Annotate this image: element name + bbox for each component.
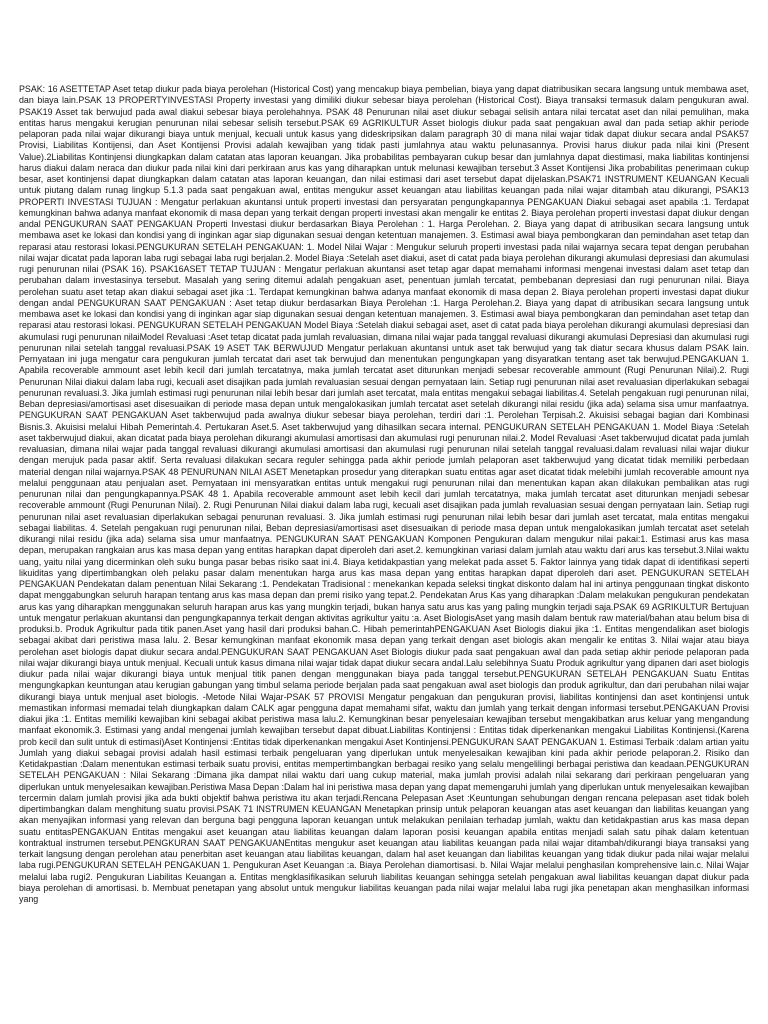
document-body-text: PSAK: 16 ASETTETAP Aset tetap diukur pada biaya perolehan (Historical Cost) yang mencakup biaya pembelian, biaya yang dapat diatribusikan secara langsung untuk membawa aset, dan biaya lain.PSAK 13 PROPERTYINVESTASI Property investasi yang dimiliki diukur sebesar biaya perolehan (Historical Cost). Biaya transaksi termasuk dalam pengukuran awal. PSAK19 Asset tak berwujud pada awal diakui sebesar biaya perolehahnya. PSAK 48 Penurunan nilai aset diukur sebagai selisih antara nilai tercatat aset dan nilai pemulihan, maka entitas harus mengakui kerugian penurunan nilai sebesar selisih tersebut.PSAK 69 AGRIKULTUR Asset biologis diukur pada saat pengakuan awal dan pada setiap akhir periode pelaporan pada nilai wajar dikurangi biaya untuk menjual, kecuali untuk kasus yang dideskripsikan dalam paragraph 30 di mana nilai wajar tidak dapat diukur secara andal PSAK57 Provisi, Liabilitas Kontijensi, dan Aset Kontijensi Provisi adalah kewajiban yang tidak pasti jumlahnya atau waktu pelunasannya. Provisi harus diukur pada nilai kini (Present Value).2Liabilitas Kontinjensi diungkapkan dalam catatan atas laporan keuangan. Jika probabilitas pembayaran cukup besar dan jumlahnya dapat diestimasi, maka liabilitas kontinjensi harus diakui dalam neraca dan diukur pada nilai kini dari perkiraan arus kas yang diharapkan untuk melunasi kewajiban tersebut.3 Asset Kontijensi Jika probabilitas penerimaan cukup besar, aset kontinjensi dapat diungkapkan dalam catatan atas laporan keuangan, dan nilai estimasi dari aset tersebut dapat dijelaskan.PSAK71 INSTRUMENT KEUANGAN Kecuali untuk piutang dalam runag lingkup 5.1.3 pada saat pengakuan awal, entitas mengukur asset keuangan atau liabilitas keuangan pada nilai wajar ditambah atau dikurangi, PSAK13 PROPERTI INVESTASI TUJUAN : Mengatur perlakuan akuntansi untuk properti investasi dan persyaratan pengungkapannya PENGAKUAN Diakui sebagai aset apabila :1. Terdapat kemungkinan bahwa adanya manfaat ekonomik di masa depan yang terkait dengan properti investasi akan mengalir ke entitas 2. Biaya perolehan properti investasi dapat diukur dengan andal PENGUKURAN SAAT PENGAKUAN Properti Investasi diukur berdasarkan Biaya Perolehan : 1. Harga Perolehan. 2. Biaya yang dapat di atribusikan secara langsung untuk membawa aset ke lokasi dan kondisi yang di inginkan agar siap digunakan sesuai dengan ketentuan manajemen. 3. Estimasi awal biaya pembongkaran dan pemindahan aset tetap dan reparasi atau restorasi lokasi.PENGUKURAN SETELAH PENGAKUAN: 1. Model Nilai Wajar : Mengukur seluruh properti investasi pada nilai wajarnya secara tepat dengan perubahan nilai wajar dicatat pada laporan laba rugi sebagai laba rugi berjalan.2. Model Biaya :Setelah aset diakui, aset di catat pada biaya perolehan dikurangi akumulasi depresiasi dan akumulasi rugi penurunan nilai (PSAK 16). PSAK16ASET TETAP TUJUAN : Mengatur perlakuan akuntansi aset tetap agar dapat memahami informasi mengenai investasi dalam aset tetap dan perubahan dalam investasinya tersebut. Masalah yang sering ditemui adalah pengakuan aset, penentuan jumlah tercatat, pembebanan depresiasi dan rugi penurunan nilai. Biaya perolehan suatu aset tetap akan diakui sebagai aset jika :1. Terdapat kemungkinan bahwa adanya manfaat ekonomik di masa depan 2. Biaya perolehan properti investasi dapat diukur dengan andal PENGUKURAN SAAT PENGAKUAN : Aset tetap diukur berdasarkan Biaya Perolehan :1. Harga Perolehan.2. Biaya yang dapat di atribusikan secara langsung untuk membawa aset ke lokasi dan kondisi yang di inginkan agar siap digunakan sesuai dengan ketentuan manajemen. 3. Estimasi awal biaya pembongkaran dan pemindahan aset tetap dan reparasi atau restorasi lokasi. PENGUKURAN SETELAH PENGAKUAN Model Biaya :Setelah diakui sebagai aset, aset di catat pada biaya perolehan dikurangi akumulasi depresiasi dan akumulasi rugi penurunan nilaiModel Revaluasi :Aset tetap dicatat pada jumlah revaluasian, dimana nilai wajar pada tanggal revaluasi dikurangi akumulasi Depresiasi dan akumulasi rugi penurunan nilai setelah tanggal revaluasi.PSAK 19 ASET TAK BERWUJUD Mengatur perlakuan akuntansi untuk aset tak berwujud yang tak diatur secara khusus dalam PSAK lain. Pernyataan ini juga mengatur cara pengukuran jumlah tercatat dari aset tak berwujud dan menentukan pengungkapan yang disyaratkan tentang aset tak berwujud.PENGAKUAN 1. Apabila recoverable ammount aset lebih kecil dari jumlah tercatatnya, maka jumlah tercatat aset diturunkan menjadi sebesar recoverable ammount (Rugi Penurunan Nilai).2. Rugi Penurunan Nilai diakui dalam laba rugi, kecuali aset disajikan pada jumlah revaluasian sesuai dengan pernyataan lain. Setiap rugi penurunan nilai aset revaluasian diperlakukan sebagai penurunan revaluasi.3. Jika jumlah estimasi rugi penurunan nilai lebih besar dari jumlah aset tercatat, mala entitas mengakui sebagai liabilitas.4. Setelah pengakuan rugi penurunan nilai, Beban depresiasi/amortisasi aset disesuaikan di periode masa depan untuk mengalokasikan jumlah tercatat aset setelah dikurangi nilai residu (jika ada) selama sisa umur manfaatnya. PENGUKURAN SAAT PENGAKUAN Aset takberwujud pada awalnya diukur sebesar biaya perolehan, terdiri dari :1. Perolehan Terpisah.2. Akuisisi sebagai bagian dari Kombinasi Bisnis.3. Akuisisi melalui Hibah Pemerintah.4. Pertukaran Aset.5. Aset takberwujud yang dihasilkan secara internal. PENGUKURAN SETELAH PENGAKUAN 1. Model Biaya :Setelah aset takberwujud diakui, akan dicatat pada biaya perolehan dikurangi akumulasi amortisasi dan akumulasi rugi penurunan nilai.2. Model Revaluasi :Aset takberwujud dicatat pada jumlah revaluasian, dimana nilai wajar pada tanggal revaluasi dikurangi akumulasi amortisasi dan akumulasi rugi penurunan nilai setelah tanggal revaluasi.dalam revaluasi nilai wajar diukur dengan merujuk pada pasar aktif. Serta revaluasi dilakukan secara reguler sehingga pada akhir periode jumlah pelaporan aset takberwujud yang dicatat tidak memiliki perbedaan material dengan nilai wajarnya.PSAK 48 PENURUNAN NILAI ASET Menetapkan prosedur yang diterapkan suatu entitas agar aset dicatat tidak melebihi jumlah recoverable amount nya melalui penggunaan atau penjualan aset. Pernyataan ini mensyaratkan entitas untuk mengakui rugi penurunan nilai dan menentukan kapan akan dilakukan pembalikan atas rugi penurunan nilai dan pengungkapannya.PSAK 48 1. Apabila recoverable ammount aset lebih kecil dari jumlah tercatatnya, maka jumlah tercatat aset diturunkan menjadi sebesar recoverable ammount (Rugi Penurunan Nilai). 2. Rugi Penurunan Nilai diakui dalam laba rugi, kecuali aset disajikan pada jumlah revaluasian sesuai dengan pernyataan lain. Setiap rugi penurunan nilai aset revaluasian diperlakukan sebagai penurunan revaluasi. 3. Jika jumlah estimasi rugi penurunan nilai lebih besar dari jumlah aset tercatat, mala entitas mengakui sebagai liabilitas. 4. Setelah pengakuan rugi penurunan nilai, Beban depresiasi/amortisasi aset disesuaikan di periode masa depan untuk mengalokasikan jumlah tercatat aset setelah dikurangi nilai residu (jika ada) selama sisa umur manfaatnya. PENGUKURAN SAAT PENGAKUAN Komponen Pengukuran dalam mengukur nilai pakai:1. Estimasi arus kas masa depan, merupakan rangkaian arus kas masa depan yang entitas harapkan dapat diperoleh dari aset.2. kemungkinan variasi dalam jumlah atau waktu dari arus kas tersebut.3.Nilai waktu uang, yaitu nilai yang dicerminkan oleh suku bunga pasar bebas risiko saat ini.4. Biaya ketidakpastian yang melekat pada asset 5. Faktor lainnya yang tidak dapat di identifikasi seperti likuiditas yang dipertimbangkan oleh pelaku pasar dalam menentukan harga arus kas masa depan yang entitas harapkan dapat diperoleh dari aset. PENGUKURAN SETELAH PENGAKUAN Pendekatan dalam penentuan Nilai Sekarang :1. Pendekatan Tradisional : menekankan kepada seleksi tingkat diskonto dalam hal ini artinya penggunaan tingkat diskonto dapat menggabungkan seluruh harapan tentang arus kas masa depan dan premi risiko yang tepat.2. Pendekatan Arus Kas yang diharapkan :Dalam melakukan pengukuran pendekatan arus kas yang diharapkan menggunakan seluruh harapan arus kas yang mungkin terjadi, bukan hanya satu arus kas yang paling mungkin terjadi saja.PSAK 69 AGRIKULTUR Bertujuan untuk mengatur perlakuan akuntansi dan pengungkapannya terkait dengan aktivitas agrikultur yaitu :a. Aset BiologisAset yang masih dalam bentuk raw material/bahan atau belum bisa di produksi.b. Produk Agrikultur pada titik panen.Aset yang hasil dari produksi bahan.C. Hibah pemerintahPENGAKUAN Aset Biologis diakui jika :1. Entitas mengendalikan aset biologis sebagai akibat dari peristiwa masa lalu. 2. Besar kemungkinan manfaat ekonomik masa depan yang terkait dengan aset biologis akan mengalir ke entitas 3. Nilai wajar atau biaya perolehan aset biologis dapat diukur secara andal.PENGUKURAN SAAT PENGAKUAN Aset Biologis diukur pada saat pengakuan awal dan pada setiap akhir periode pelaporan pada nilai wajar dikurangi biaya untuk menjual. Kecuali untuk kasus dimana nilai wajar tidak dapat diukur secara andal.Lalu selebihnya Suatu Produk agrikultur yang dipanen dari aset biologis diukur pada nilai wajar dikurangi biaya untuk menjual titik panen dengan menggunakan biaya pada tanggal tersebut.PENGUKURAN SETELAH PENGAKUAN Suatu Entitas mengungkapkan keuntungan atau kerugian gabungan yang timbul selama periode berjalan pada saat pengakuan awal aset biologis dan produk agrikultur, dan dari perubahan nilai wajar dikurangi biaya untuk menjual aset biologis. -Metode Nilai Wajar-PSAK 57 PROVISI Mengatur pengakuan dan pengukuran provisi, liabilitas kontinjensi dan aset kontinjensi untuk memastikan informasi memadai telah diungkapkan dalam CALK agar pengguna dapat memahami sifat, waktu dan jumlah yang terkait dengan informasi tersebut.PENGAKUAN Provisi diakui jika :1. Entitas memiliki kewajiban kini sebagai akibat peristiwa masa lalu.2. Kemungkinan besar penyelesaian kewajiban tersebut mengakibatkan arus keluar yang mengandung manfaat ekonomik.3. Estimasi yang andal mengenai jumlah kewajiban tersebut dapat dibuat.Liabilitas Kontinjensi : Entitas tidak diperkenankan mengakui Liabilitas Kontinjensi.(Karena prob kecil dan sulit untuk di estimasi)Aset Kontinjensi :Entitas tidak diperkenankan mengakui Aset Kontinjensi.PENGUKURAN SAAT PENGAKUAN 1. Estimasi Terbaik :dalam artian yaitu Jumlah yang diakui sebagai provisi adalah hasil estimasi terbaik pengeluaran yang diperlukan untuk menyelesaikan kewajiban kini pada akhir periode pelaporan.2. Risiko dan Ketidakpastian :Dalam menentukan estimasi terbaik suatu provisi, entitas mempertimbangkan berbagai resiko yang selalu mengelilingi berbagai peristiwa dan keadaan.PENGUKURAN SETELAH PENGAKUAN : Nilai Sekarang :Dimana jika dampat nilai waktu dari uang cukup material, maka jumlah provisi adalah nilai sekarang dari perkiraan pengeluaran yang diperlukan untuk menyelesaikan kewajiban.Peristiwa Masa Depan :Dalam hal ini peristiwa masa depan yang dapat memengaruhi jumlah yang diperlukan untuk menyelesaikan kewajiban tercermin dalam jumlah provisi jika ada bukti objektif bahwa peristiwa itu akan terjadi.Rencana Pelepasan Aset :Keuntungan sehubungan dengan rencana pelepasan aset tidak boleh dipertimbangkan dalam menghitung suatu provisi.PSAK 71 INSTRUMEN KEUANGAN Menetapkan prinsip untuk pelaporan keuangan atas aset keuangan dan liabilitas keuangan yang akan menyajikan informasi yang relevan dan berguna bagi pengguna laporan keuangan untuk melakukan penilaian terhadap jumlah, waktu dan ketidakpastian arus kas masa depan suatu entitasPENGAKUAN Entitas mengakui aset keuangan atau liabilitas keuangan dalam laporan posisi keuangan apabila entitas menjadi salah satu pihak dalam ketentuan kontraktual instrumen tersebut.PENGKURAN SAAT PENGAKUANEntitas mengukur aset keuangan atau liabilitas keuangan pada nilai wajar ditambah/dikurangi biaya transaksi yang terkait langsung dengan perolehan atau penerbitan aset keuangan atau liabilitas keuangan, dalam hal aset keuangan dan liabilitas keuangan yang tidak diukur pada nilai wajar melalui laba rugi.PENGUKURAN SETELAH PENGAKUAN 1. Pengukuran Aset Keuangan :a. Biaya Perolehan diamortisasi. b. Nilai Wajar melalui penghasilan komprehensive lain.c. Nilai Wajar melalui laba rugi2. Pengukuran Liabilitas Keuangan a. Entitas mengklasifikasikan seluruh liabilitas keuangan sehingga setelah pengakuan awal liabilitas keuangan dapat diukur pada biaya perolehan di amortisasi. b. Membuat penetapan yang absolut untuk mengukur liabilitas keuangan pada nilai wajar melalui laba rugi jika penetapan akan menghasilkan informasi yang <box>19 84 749 904</box>
